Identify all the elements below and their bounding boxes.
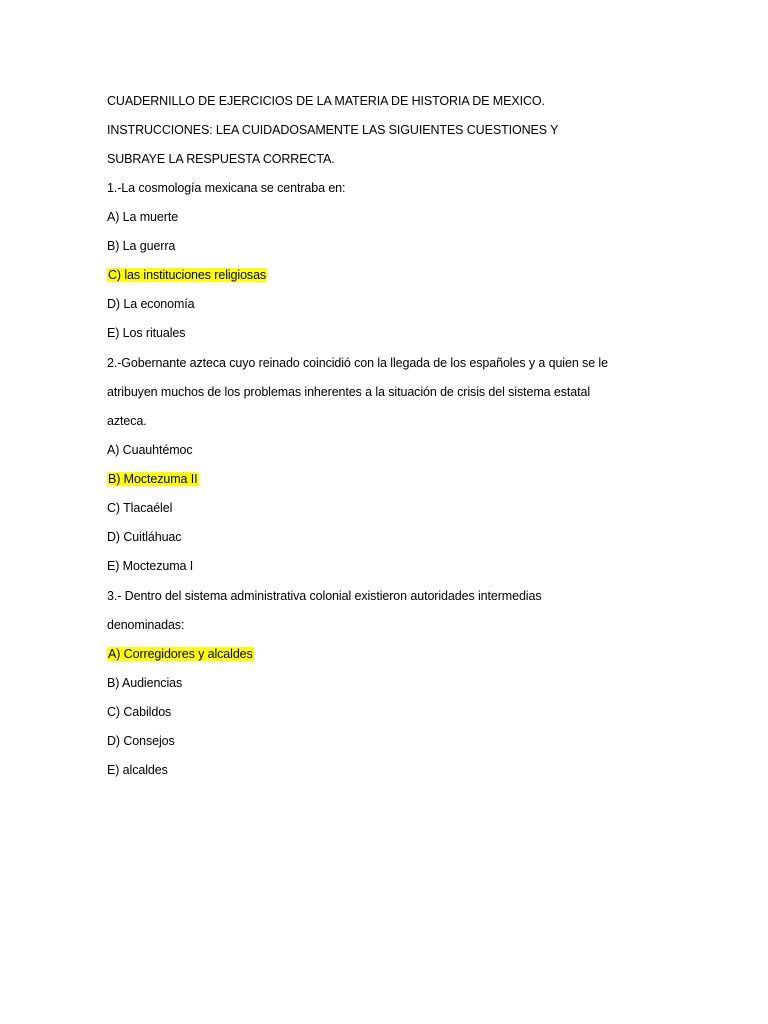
question-2-text-line-2: atribuyen muchos de los problemas inherentes a la situación de crisis del sistema estatal <box>107 385 591 399</box>
question-3-option-e <box>107 762 168 778</box>
question-3-option-d <box>107 733 175 749</box>
option-text: E) Los rituales <box>107 326 186 340</box>
highlighted-answer: A) Corregidores y alcaldes <box>108 647 253 661</box>
question-3-text-line-2: denominadas: <box>107 618 185 632</box>
question-1-option-a <box>107 209 178 225</box>
question-2-option-e <box>107 558 193 574</box>
question-1-option-c <box>107 267 267 283</box>
option-text: B) La guerra <box>107 239 176 253</box>
option-text: D) Consejos <box>107 734 175 748</box>
option-text: D) Cuitláhuac <box>107 530 182 544</box>
option-text: E) Moctezuma I <box>107 559 194 573</box>
option-text: C) Cabildos <box>107 705 172 719</box>
question-3-option-b <box>107 675 182 691</box>
document-title: CUADERNILLO DE EJERCICIOS DE LA MATERIA DE HISTORIA DE MEXICO. <box>107 94 545 108</box>
option-text: E) alcaldes <box>107 763 168 777</box>
instructions-line-2: SUBRAYE LA RESPUESTA CORRECTA. <box>107 152 335 166</box>
question-2-option-d <box>107 529 181 545</box>
question-2-option-b <box>107 471 199 487</box>
question-2-text-line-1: 2.-Gobernante azteca cuyo reinado coincidió con la llegada de los españoles y a quien se le <box>107 356 608 370</box>
question-2-option-a <box>107 442 193 458</box>
instructions-line-1: INSTRUCCIONES: LEA CUIDADOSAMENTE LAS SIGUIENTES CUESTIONES Y <box>107 123 559 137</box>
question-3-option-a <box>107 646 254 662</box>
question-3-option-c <box>107 704 171 720</box>
question-1-option-d <box>107 296 195 312</box>
question-1-text: 1.-La cosmología mexicana se centraba en: <box>107 181 346 195</box>
question-2-option-c <box>107 500 172 516</box>
highlighted-answer: B) Moctezuma II <box>108 472 198 486</box>
option-text: C) Tlacaélel <box>107 501 173 515</box>
question-1-option-e <box>107 325 185 341</box>
highlighted-answer: C) las instituciones religiosas <box>108 268 267 282</box>
option-text: A) La muerte <box>107 210 179 224</box>
question-2-text-line-3: azteca. <box>107 414 147 428</box>
option-text: A) Cuauhtémoc <box>107 443 193 457</box>
question-3-text-line-1: 3.- Dentro del sistema administrativa colonial existieron autoridades intermedias <box>107 589 542 603</box>
option-text: B) Audiencias <box>107 676 183 690</box>
question-1-option-b <box>107 238 175 254</box>
option-text: D) La economía <box>107 297 195 311</box>
